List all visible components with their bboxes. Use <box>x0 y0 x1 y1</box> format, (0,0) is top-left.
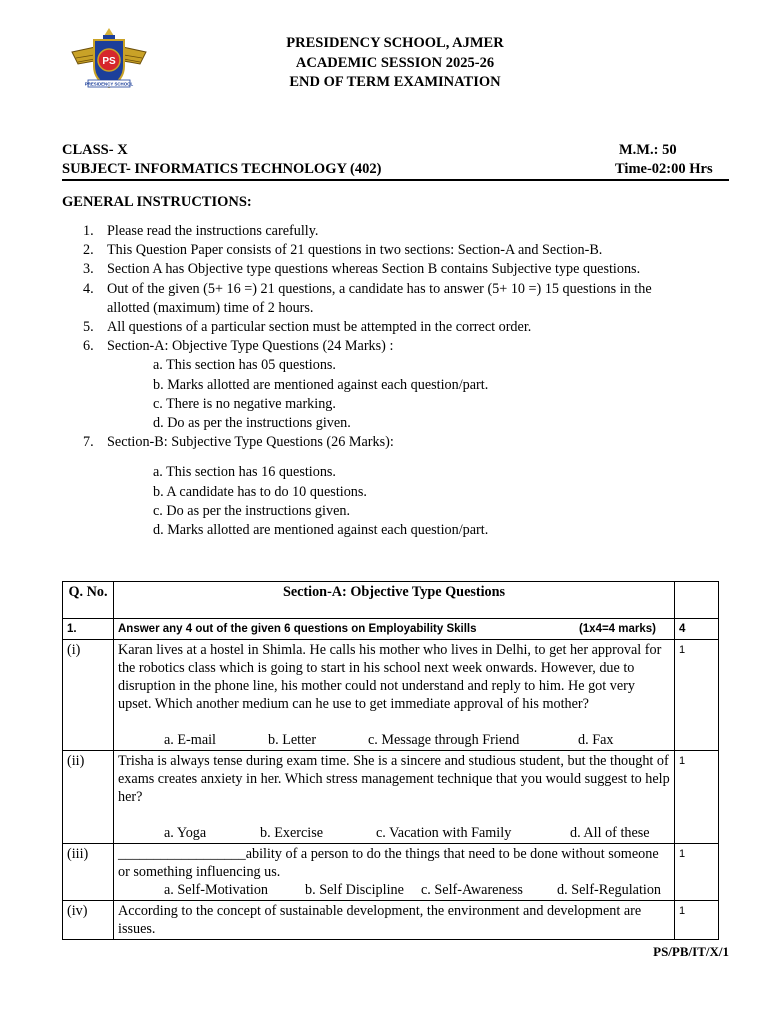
question-text: Karan lives at a hostel in Shimla. He calls his mother who lives in Delhi, to get her approval for the robotics class which is going to start in his school next week onwards. However, due to disruption in the phone line, his mother could not understand and reply to him. He got very upset. Which another medium can he use to get immediate approval of his mother? <box>118 642 662 712</box>
marks-allocation: (1x4=4 marks) <box>578 623 656 635</box>
question-row <box>63 640 719 751</box>
question-table <box>62 581 719 940</box>
table-header-row <box>63 582 719 619</box>
question-number: (iii) <box>63 844 114 901</box>
header-divider <box>62 179 729 181</box>
option: d. All of these <box>570 825 650 841</box>
instruction-item: 7. Section-B: Subjective Type Questions (26 Marks): <box>83 434 394 451</box>
options-row <box>118 731 670 749</box>
options-row <box>118 824 670 842</box>
option: c. Vacation with Family <box>376 825 512 841</box>
school-logo <box>70 24 148 94</box>
section-a-subitem: b. Marks allotted are mentioned against each question/part. <box>153 376 489 393</box>
question-row <box>63 844 719 901</box>
instruction-item: 3. Section A has Objective type questions whereas Section B contains Subjective type questions. <box>83 261 641 278</box>
option: a. E-mail <box>164 732 216 748</box>
section-a-subitem: a. This section has 05 questions. <box>153 357 336 374</box>
instructions-list <box>0 222 697 540</box>
question-body <box>114 844 675 901</box>
question-text: Trisha is always tense during exam time. She is a sincere and studious student, but the thought of exams creates anxiety in her. Which stress management technique that you would suggest to help her? <box>118 753 670 805</box>
instruction-item: 1. Please read the instructions carefully. <box>83 223 319 239</box>
page-code: PS/PB/IT/X/1 <box>653 944 729 959</box>
question-instruction: Answer any 4 out of the given 6 questions on Employability Skills (1x4=4 marks) <box>114 619 675 640</box>
option: a. Yoga <box>164 825 207 841</box>
meta-row-1 <box>62 142 717 159</box>
section-title: Section-A: Objective Type Questions <box>114 582 675 619</box>
question-marks: 1 <box>675 640 719 751</box>
question-number: 1. <box>63 619 114 640</box>
instruction-item: 6. Section-A: Objective Type Questions (24 Marks) : <box>83 338 394 355</box>
marks-header <box>675 582 719 619</box>
school-name: PRESIDENCY SCHOOL, AJMER <box>286 35 504 51</box>
class-label: CLASS- X <box>62 142 128 158</box>
question-marks: 1 <box>675 844 719 901</box>
exam-title: END OF TERM EXAMINATION <box>289 74 501 90</box>
option: c. Message through Friend <box>368 732 520 748</box>
option: d. Self-Regulation <box>557 882 662 898</box>
question-row <box>63 751 719 844</box>
options-row <box>118 881 670 899</box>
logo-caption: PRESIDENCY SCHOOL <box>84 81 134 87</box>
academic-session: ACADEMIC SESSION 2025-26 <box>295 54 495 71</box>
option: a. Self-Motivation <box>164 882 269 898</box>
logo-monogram: PS <box>102 56 116 67</box>
question-text: According to the concept of sustainable development, the environment and development are issues. <box>114 901 675 940</box>
exam-time: Time-02:00 Hrs <box>615 161 713 177</box>
max-marks: M.M.: 50 <box>619 142 677 158</box>
section-b-subitem: d. Marks allotted are mentioned against each question/part. <box>153 522 489 539</box>
instruction-item: 5. All questions of a particular section must be attempted in the correct order. <box>83 319 532 336</box>
question-number: (ii) <box>63 751 114 844</box>
option: d. Fax <box>578 732 614 748</box>
section-b-subitem: a. This section has 16 questions. <box>153 464 336 481</box>
question-body <box>114 640 675 751</box>
question-marks: 1 <box>675 751 719 844</box>
question-marks: 4 <box>675 619 719 640</box>
question-text: __________________ability of a person to do the things that need to be done without someone or something influencing us. <box>118 846 659 880</box>
instruction-item: 4. Out of the given (5+ 16 =) 21 questions, a candidate has to answer (5+ 10 =) 15 questions in the allotted (maximum) time of 2 hours. <box>83 280 652 316</box>
section-a-subitem: d. Do as per the instructions given. <box>153 415 351 432</box>
question-body <box>114 751 675 844</box>
question-number: (iv) <box>63 901 114 940</box>
question-number: (i) <box>63 640 114 751</box>
instruction-item: 2. This Question Paper consists of 21 questions in two sections: Section-A and Section-B. <box>83 242 603 259</box>
instructions-title: GENERAL INSTRUCTIONS: <box>62 194 252 210</box>
option: b. Exercise <box>260 825 324 841</box>
option: b. Self Discipline <box>305 882 404 898</box>
section-b-subitem: b. A candidate has to do 10 questions. <box>153 483 367 500</box>
meta-row-2 <box>62 161 717 178</box>
subject-label: SUBJECT- INFORMATICS TECHNOLOGY (402) <box>62 161 382 177</box>
question-row <box>63 619 719 640</box>
exam-header <box>200 34 590 93</box>
question-marks: 1 <box>675 901 719 940</box>
section-a-subitem: c. There is no negative marking. <box>153 395 336 412</box>
option: b. Letter <box>268 732 317 748</box>
section-b-subitem: c. Do as per the instructions given. <box>153 502 351 519</box>
option: c. Self-Awareness <box>421 882 523 898</box>
question-row <box>63 901 719 940</box>
qno-header: Q. No. <box>63 582 114 619</box>
